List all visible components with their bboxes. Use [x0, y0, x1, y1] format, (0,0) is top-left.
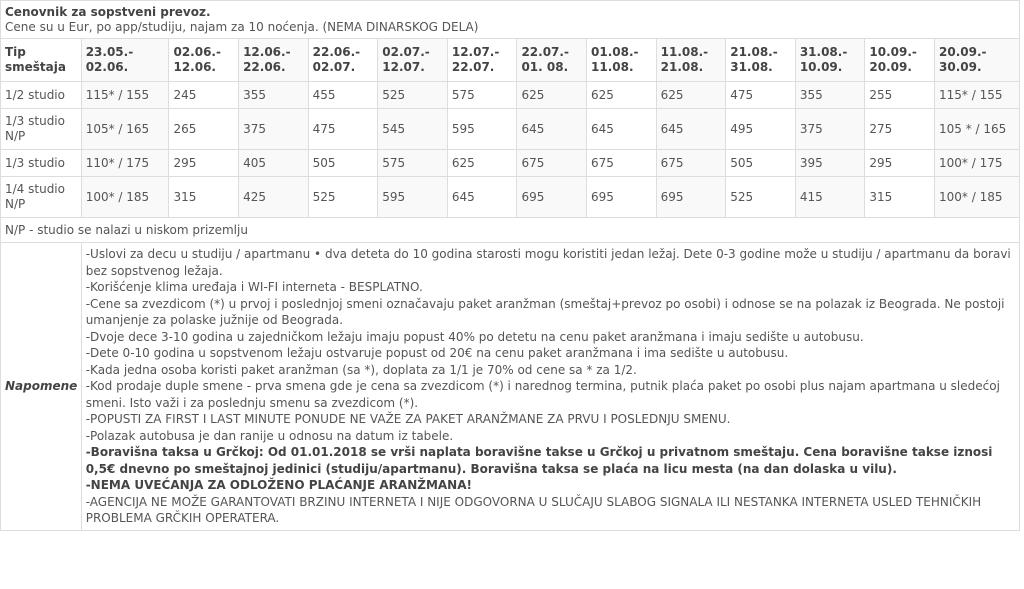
column-header-type: Tip smeštaja	[1, 39, 82, 82]
price-cell: 455	[308, 82, 378, 109]
column-header-period: 01.08.- 11.08.	[587, 39, 657, 82]
price-cell: 625	[517, 82, 587, 109]
column-header-period: 11.08.- 21.08.	[656, 39, 726, 82]
price-cell: 265	[169, 109, 239, 150]
note-item: -Korišćenje klima uređaja i WI-FI interneta - BESPLATNO.	[85, 280, 423, 294]
column-header-period: 02.06.- 12.06.	[169, 39, 239, 82]
price-cell: 695	[656, 177, 726, 218]
row-type: 1/3 studio N/P	[1, 109, 82, 150]
price-list-subtitle: Cene su u Eur, po app/studiju, najam za 10 noćenja. (NEMA DINARSKOG DELA)	[5, 20, 479, 34]
price-cell: 645	[447, 177, 517, 218]
column-header-period: 12.06.- 22.06.	[239, 39, 309, 82]
note-item: -Dvoje dece 3-10 godina u zajedničkom ležaju imaju popust 40% po detetu na cenu paket aranžmana i imaju sedište u autobusu.	[85, 329, 864, 344]
price-cell: 295	[865, 150, 935, 177]
price-cell: 625	[656, 82, 726, 109]
price-cell: 100* / 185	[935, 177, 1020, 218]
note-item: -Cene sa zvezdicom (*) u prvoj i poslednjoj smeni označavaju paket aranžman (smeštaj+prevoz po osobi) i odnose se na polazak iz Beograda. Ne postoji umanjenje za polaske južnije od Beograda.	[85, 296, 1005, 327]
row-type: 1/2 studio	[1, 82, 82, 109]
note-item: -Polazak autobusa je dan ranije u odnosu na datum iz tabele.	[85, 428, 454, 443]
note-item: -Kod prodaje duple smene - prva smena gde je cena sa zvezdicom (*) i narednog termina, putnik plaća paket po osobi plus najam apartmana u sledećoj smeni. Isto važi i za poslednju smenu sa zvezdicom (*).	[85, 379, 1000, 410]
price-cell: 575	[378, 150, 448, 177]
column-header-period: 23.05.- 02.06.	[81, 39, 169, 82]
price-cell: 675	[517, 150, 587, 177]
price-cell: 105* / 165	[81, 109, 169, 150]
price-cell: 675	[587, 150, 657, 177]
price-cell: 405	[239, 150, 309, 177]
column-header-period: 22.06.- 02.07.	[308, 39, 378, 82]
np-note: N/P - studio se nalazi u niskom prizemlju	[1, 218, 1020, 243]
price-cell: 245	[169, 82, 239, 109]
column-header-period: 22.07.- 01. 08.	[517, 39, 587, 82]
price-cell: 525	[308, 177, 378, 218]
price-cell: 505	[726, 150, 796, 177]
price-cell: 545	[378, 109, 448, 150]
price-cell: 115* / 155	[81, 82, 169, 109]
price-cell: 100* / 185	[81, 177, 169, 218]
price-cell: 575	[447, 82, 517, 109]
price-cell: 110* / 175	[81, 150, 169, 177]
price-cell: 255	[865, 82, 935, 109]
table-row	[1, 109, 1020, 150]
price-cell: 315	[865, 177, 935, 218]
price-cell: 415	[795, 177, 865, 218]
column-header-row	[1, 39, 1020, 82]
price-cell: 100* / 175	[935, 150, 1020, 177]
column-header-period: 31.08.- 10.09.	[795, 39, 865, 82]
column-header-period: 21.08.- 31.08.	[726, 39, 796, 82]
note-item: -POPUSTI ZA FIRST I LAST MINUTE PONUDE NE VAŽE ZA PAKET ARANŽMANE ZA PRVU I POSLEDNJU SMENU.	[85, 412, 731, 426]
price-cell: 595	[447, 109, 517, 150]
column-header-period: 12.07.- 22.07.	[447, 39, 517, 82]
price-list-title: Cenovnik za sopstveni prevoz.	[5, 5, 211, 19]
table-row	[1, 150, 1020, 177]
price-cell: 595	[378, 177, 448, 218]
price-cell: 525	[726, 177, 796, 218]
price-cell: 355	[795, 82, 865, 109]
note-item-no-increase: -NEMA UVEĆANJA ZA ODLOŽENO PLAĆANJE ARANŽMANA!	[85, 478, 472, 492]
table-header	[1, 1, 1020, 39]
price-cell: 105 * / 165	[935, 109, 1020, 150]
price-cell: 625	[447, 150, 517, 177]
price-cell: 645	[587, 109, 657, 150]
price-cell: 645	[656, 109, 726, 150]
price-cell: 505	[308, 150, 378, 177]
notes-list	[81, 243, 1019, 531]
table-row	[1, 82, 1020, 109]
price-cell: 275	[865, 109, 935, 150]
price-cell: 115* / 155	[935, 82, 1020, 109]
napomene-label: Napomene	[1, 243, 82, 531]
price-cell: 375	[795, 109, 865, 150]
price-cell: 375	[239, 109, 309, 150]
price-cell: 525	[378, 82, 448, 109]
column-header-period: 10.09.- 20.09.	[865, 39, 935, 82]
table-row	[1, 177, 1020, 218]
price-cell: 295	[169, 150, 239, 177]
note-item: -Dete 0-10 godina u sopstvenom ležaju ostvaruje popust od 20€ na cenu paket aranžmana i ima sedište u autobusu.	[85, 346, 789, 360]
price-cell: 675	[656, 150, 726, 177]
price-cell: 475	[308, 109, 378, 150]
note-item: -Uslovi za decu u studiju / apartmanu • dva deteta do 10 godina starosti mogu koristiti jedan ležaj. Dete 0-3 godine može u studiju / apartmanu da boravi bez sopstvenog ležaja.	[85, 247, 1011, 278]
price-cell: 355	[239, 82, 309, 109]
note-item-tax: -Boravišna taksa u Grčkoj: Od 01.01.2018 se vrši naplata boravišne takse u Grčkoj u privatnom smeštaju. Cena boravišne takse iznosi 0,5€ dnevno po smeštajnoj jedinici (studiju/apartmanu). Boravišna taksa se plaća na licu mesta (na dan dolaska u vilu).	[85, 445, 993, 476]
price-cell: 475	[726, 82, 796, 109]
price-cell: 315	[169, 177, 239, 218]
price-cell: 395	[795, 150, 865, 177]
price-cell: 495	[726, 109, 796, 150]
row-type: 1/4 studio N/P	[1, 177, 82, 218]
price-cell: 625	[587, 82, 657, 109]
column-header-period: 02.07.- 12.07.	[378, 39, 448, 82]
price-cell: 695	[517, 177, 587, 218]
note-item: -AGENCIJA NE MOŽE GARANTOVATI BRZINU INTERNETA I NIJE ODGOVORNA U SLUČAJU SLABOG SIGNALA ILI NESTANKA INTERNETA USLED TEHNIČKIH PROBLEMA GRČKIH OPERATERA.	[85, 494, 982, 525]
note-item: -Kada jedna osoba koristi paket aranžman (sa *), doplata za 1/1 je 70% od cene sa * za 1/2.	[85, 362, 637, 377]
price-cell: 645	[517, 109, 587, 150]
column-header-period: 20.09.- 30.09.	[935, 39, 1020, 82]
price-cell: 695	[587, 177, 657, 218]
price-cell: 425	[239, 177, 309, 218]
row-type: 1/3 studio	[1, 150, 82, 177]
